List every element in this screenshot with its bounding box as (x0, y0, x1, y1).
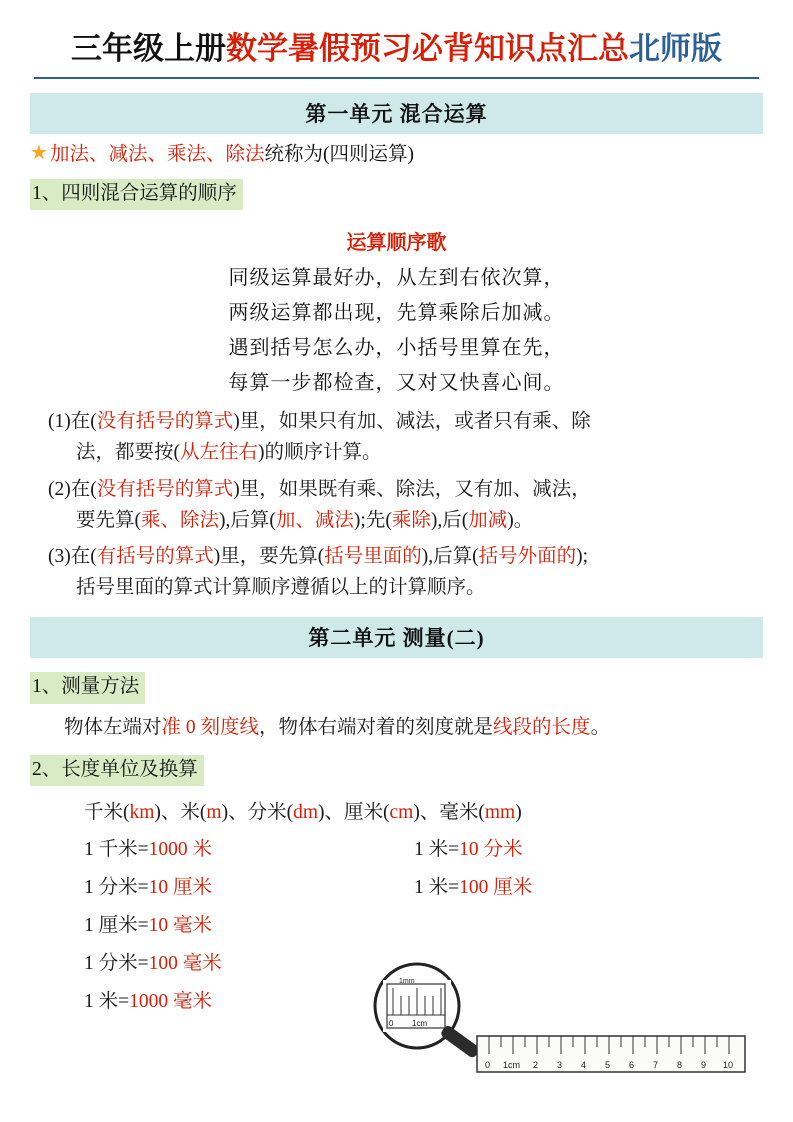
unit-mm-symbol: mm (484, 802, 516, 824)
ruler-tick-label: 10 (723, 1060, 734, 1070)
star-icon: ★ (30, 141, 48, 164)
ruler-tick-label: 4 (581, 1060, 587, 1070)
conv-left-black: 1 厘米= (84, 915, 149, 937)
conv-right-red: 10 分米 (459, 839, 523, 861)
ruler-tick-label: 6 (629, 1060, 635, 1070)
table-row (84, 869, 763, 907)
unit-m-label: 米( (180, 802, 207, 824)
magnifier-label-onecm: 1cm (412, 1019, 428, 1028)
poem-line: 遇到括号怎么办，小括号里算在先， (228, 337, 565, 360)
conv-right-red: 100 厘米 (459, 877, 533, 899)
title-part-grade: 三年级上册 (71, 31, 226, 66)
rule-1-seg-a: (1)在( (48, 411, 97, 433)
star-line-black: 统称为(四则运算) (264, 143, 414, 165)
conversion-cell-right (414, 869, 714, 907)
unit-1-rule-1 (30, 406, 763, 468)
unit-mm-end: ) (515, 802, 522, 824)
rule-3-red-3: 括号外面的 (478, 546, 577, 568)
conv-left-red: 100 毫米 (148, 953, 222, 975)
ruler-icon (477, 1036, 745, 1072)
magnifier-label-mm: 1mm (399, 978, 415, 985)
conversion-cell-left (84, 831, 414, 869)
unit-cm-label: 厘米( (344, 802, 390, 824)
ruler-tick-label: 3 (557, 1060, 563, 1070)
unit-2-subhead-2: 2、长度单位及换算 (30, 755, 204, 786)
unit-km-label: 千米( (84, 802, 130, 824)
rule-3-seg-c: ),后算( (421, 546, 479, 568)
conv-left-red: 10 厘米 (148, 877, 213, 899)
rule-3-red-1: 有括号的算式 (96, 546, 214, 568)
length-units-line (30, 796, 763, 829)
conversion-cell-left (84, 907, 414, 945)
unit-2-method-line (30, 712, 763, 743)
unit-km-end: )、 (154, 802, 181, 824)
rule-2-seg-f: ),后( (430, 509, 469, 531)
magnifier-label-zero: 0 (389, 1019, 394, 1028)
unit-m-symbol: m (206, 802, 222, 824)
unit-dm-end: )、 (318, 802, 345, 824)
rule-1-red-1: 没有括号的算式 (96, 411, 234, 433)
unit-mm-label: 毫米( (439, 802, 485, 824)
poem-title: 运算顺序歌 (346, 232, 447, 255)
rule-1-seg-b: )里，如果只有加、减法，或者只有乘、除 (233, 411, 591, 433)
table-row (84, 907, 763, 945)
conv-left-black: 1 千米= (84, 839, 149, 861)
rule-2-red-2: 乘、除法 (141, 509, 220, 531)
ruler-tick-label: 2 (533, 1060, 539, 1070)
poem-line: 同级运算最好办，从左到右依次算， (228, 267, 565, 290)
conv-left-red: 1000 米 (148, 839, 213, 861)
method-red-2: 线段的长度 (493, 716, 591, 738)
method-seg-a: 物体左端对 (64, 716, 162, 738)
title-part-edition: 北师版 (629, 31, 722, 66)
conv-left-black: 1 分米= (84, 877, 149, 899)
conv-left-black: 1 米= (84, 991, 130, 1013)
star-line-red: 加法、减法、乘法、除法 (49, 143, 265, 165)
unit-1-header: 第一单元 混合运算 (30, 93, 763, 134)
conversion-cell-right (414, 907, 714, 945)
rule-1-red-2: 从左往右 (180, 442, 259, 464)
conv-right-black: 1 米= (414, 839, 460, 861)
unit-km-symbol: km (129, 802, 155, 824)
rule-3-seg-a: (3)在( (48, 546, 97, 568)
unit-dm-symbol: dm (293, 802, 319, 824)
rule-2-seg-b: )里，如果既有乘、除法，又有加、减法， (233, 478, 591, 500)
rule-3-seg-b: )里，要先算( (213, 546, 325, 568)
rule-2-red-1: 没有括号的算式 (96, 478, 234, 500)
rule-3-red-2: 括号里面的 (324, 546, 422, 568)
page-title (34, 26, 759, 79)
unit-cm-symbol: cm (389, 802, 414, 824)
conversion-cell-left (84, 869, 414, 907)
unit-2-subhead-1: 1、测量方法 (30, 672, 145, 703)
method-seg-b: ，物体右端对着的刻度就是 (259, 716, 494, 738)
ruler-tick-label: 7 (653, 1060, 659, 1070)
unit-cm-end: )、 (413, 802, 440, 824)
conversion-cell-right (414, 831, 714, 869)
rule-2-red-3: 加、减法 (275, 509, 354, 531)
unit-dm-label: 分米( (247, 802, 294, 824)
table-row (84, 831, 763, 869)
rule-1-seg-d: )的顺序计算。 (258, 442, 382, 464)
rule-2-seg-g: )。 (507, 509, 534, 531)
rule-2-seg-d: ),后算( (219, 509, 276, 531)
poem-line: 两级运算都出现，先算乘除后加减。 (228, 302, 565, 325)
rule-3-seg-e: 括号里面的算式计算顺序遵循以上的计算顺序。 (76, 577, 486, 599)
conv-left-black: 1 分米= (84, 953, 149, 975)
conv-right-black: 1 米= (414, 877, 460, 899)
conv-left-red: 1000 毫米 (129, 991, 213, 1013)
rule-2-red-4: 乘除 (391, 509, 431, 531)
magnifier-icon (375, 964, 481, 1059)
rule-1-seg-c: 法，都要按( (76, 442, 180, 464)
ruler-tick-label: 0 (485, 1060, 491, 1070)
rule-2-seg-e: );先( (353, 509, 392, 531)
rule-2-seg-c: 要先算( (76, 509, 141, 531)
conv-left-red: 10 毫米 (148, 915, 213, 937)
unit-2-header: 第二单元 测量(二) (30, 617, 763, 658)
unit-1-rule-3 (30, 541, 763, 603)
unit-1-subhead-1: 1、四则混合运算的顺序 (30, 179, 243, 210)
rule-2-red-5: 加减 (468, 509, 508, 531)
ruler-illustration (355, 958, 755, 1088)
title-text (34, 30, 759, 69)
unit-1-star-line (30, 140, 763, 169)
rule-2-seg-a: (2)在( (48, 478, 97, 500)
poem-line: 每算一步都检查，又对又快喜心间。 (228, 372, 565, 395)
ruler-tick-label: 1cm (503, 1060, 521, 1070)
method-seg-c: 。 (590, 716, 611, 738)
ruler-tick-label: 8 (677, 1060, 683, 1070)
rule-3-seg-d: ); (576, 546, 589, 568)
method-red-1: 准 0 刻度线 (161, 716, 260, 738)
ruler-tick-label: 9 (701, 1060, 707, 1070)
unit-1-rule-2 (30, 474, 763, 536)
unit-m-end: )、 (221, 802, 248, 824)
ruler-tick-label: 5 (605, 1060, 611, 1070)
title-part-main: 数学暑假预习必背知识点汇总 (226, 31, 629, 66)
